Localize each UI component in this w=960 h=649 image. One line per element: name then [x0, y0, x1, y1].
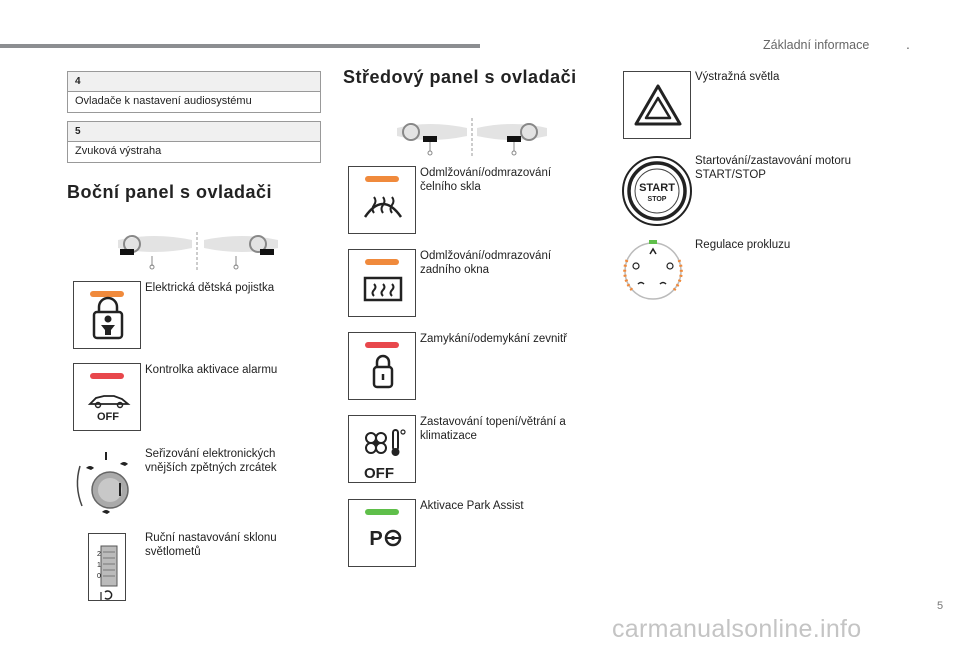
- car-alarm-icon: [74, 364, 142, 432]
- lock-icon: [349, 333, 417, 401]
- climate-off-button[interactable]: [348, 415, 416, 483]
- central-locking-button[interactable]: [348, 332, 416, 400]
- wheel-digit-2: 2: [97, 551, 101, 558]
- start-text: START: [639, 182, 675, 194]
- wheel-digit-0: 0: [97, 573, 101, 580]
- info-box-text: Ovladače k nastavení audiosystému: [75, 95, 252, 107]
- info-box-number: 5: [68, 122, 320, 142]
- center-console-diagram: [393, 116, 553, 158]
- alarm-indicator-button[interactable]: [73, 363, 141, 431]
- left-mirror-icon: [86, 466, 94, 470]
- headlamp-icon: [105, 591, 112, 599]
- grip-control-dial[interactable]: [618, 238, 688, 302]
- rear-defrost-button[interactable]: [348, 249, 416, 317]
- park-assist-button[interactable]: [348, 499, 416, 567]
- rear-window-defrost-icon: [349, 250, 417, 318]
- front-defrost-label: Odmlžování/odmrazování čelního skla: [420, 167, 552, 193]
- section-dot: .: [906, 36, 910, 52]
- hazard-lights-button[interactable]: [623, 71, 691, 139]
- mirror-adjust-label: Seřizování elektronických vnějších zpětných zrcátek: [145, 448, 277, 474]
- center-panel-heading: Středový panel s ovladači: [343, 67, 577, 87]
- watermark: carmanualsonline.info: [612, 615, 862, 643]
- side-panel-heading: Boční panel s ovladači: [67, 182, 273, 202]
- section-title: Základní informace: [763, 38, 870, 52]
- info-box-5: [67, 121, 321, 163]
- headlamp-leveling-label: Ruční nastavování sklonu světlometů: [145, 532, 277, 558]
- child-lock-label: Elektrická dětská pojistka: [145, 282, 275, 294]
- child-lock-icon: [74, 282, 142, 350]
- header-rule: [0, 44, 480, 48]
- park-letter: P: [369, 528, 383, 550]
- windscreen-defrost-icon: [349, 167, 417, 235]
- climate-off-label: Zastavování topení/větrání a klimatizace: [420, 416, 566, 442]
- stop-text: STOP: [647, 196, 667, 203]
- alarm-off-text: OFF: [97, 411, 119, 423]
- start-stop-label: Startování/zastavování motoru START/STOP: [695, 155, 851, 181]
- front-defrost-button[interactable]: [348, 166, 416, 234]
- right-mirror-icon: [120, 462, 128, 466]
- mirror-adjust-knob[interactable]: [72, 446, 142, 522]
- fan-thermometer-off-icon: [349, 416, 417, 484]
- hazard-triangle-icon: [624, 72, 692, 140]
- grip-control-label: Regulace prokluzu: [695, 239, 791, 251]
- headlamp-leveling-wheel[interactable]: [88, 533, 126, 601]
- info-box-text: Zvuková výstraha: [75, 145, 162, 157]
- central-locking-label: Zamykání/odemykání zevnitř: [420, 333, 568, 345]
- car-doors-diagram: [114, 230, 284, 272]
- fold-mirror-icon: [102, 510, 110, 514]
- green-indicator: [649, 240, 657, 244]
- page-number: 5: [937, 600, 944, 612]
- park-assist-icon: [349, 500, 417, 568]
- child-lock-button[interactable]: [73, 281, 141, 349]
- climate-off-text: OFF: [364, 465, 394, 482]
- info-box-number: 4: [68, 72, 320, 92]
- park-assist-label: Aktivace Park Assist: [420, 500, 524, 512]
- hazard-lights-label: Výstražná světla: [695, 71, 780, 83]
- info-box-4: [67, 71, 321, 113]
- start-stop-button[interactable]: [621, 155, 693, 227]
- wheel-digit-1: 1: [97, 562, 101, 569]
- rear-defrost-label: Odmlžování/odmrazování zadního okna: [420, 250, 552, 276]
- alarm-indicator-label: Kontrolka aktivace alarmu: [145, 364, 278, 376]
- leveling-wheel-graphic: [89, 534, 127, 602]
